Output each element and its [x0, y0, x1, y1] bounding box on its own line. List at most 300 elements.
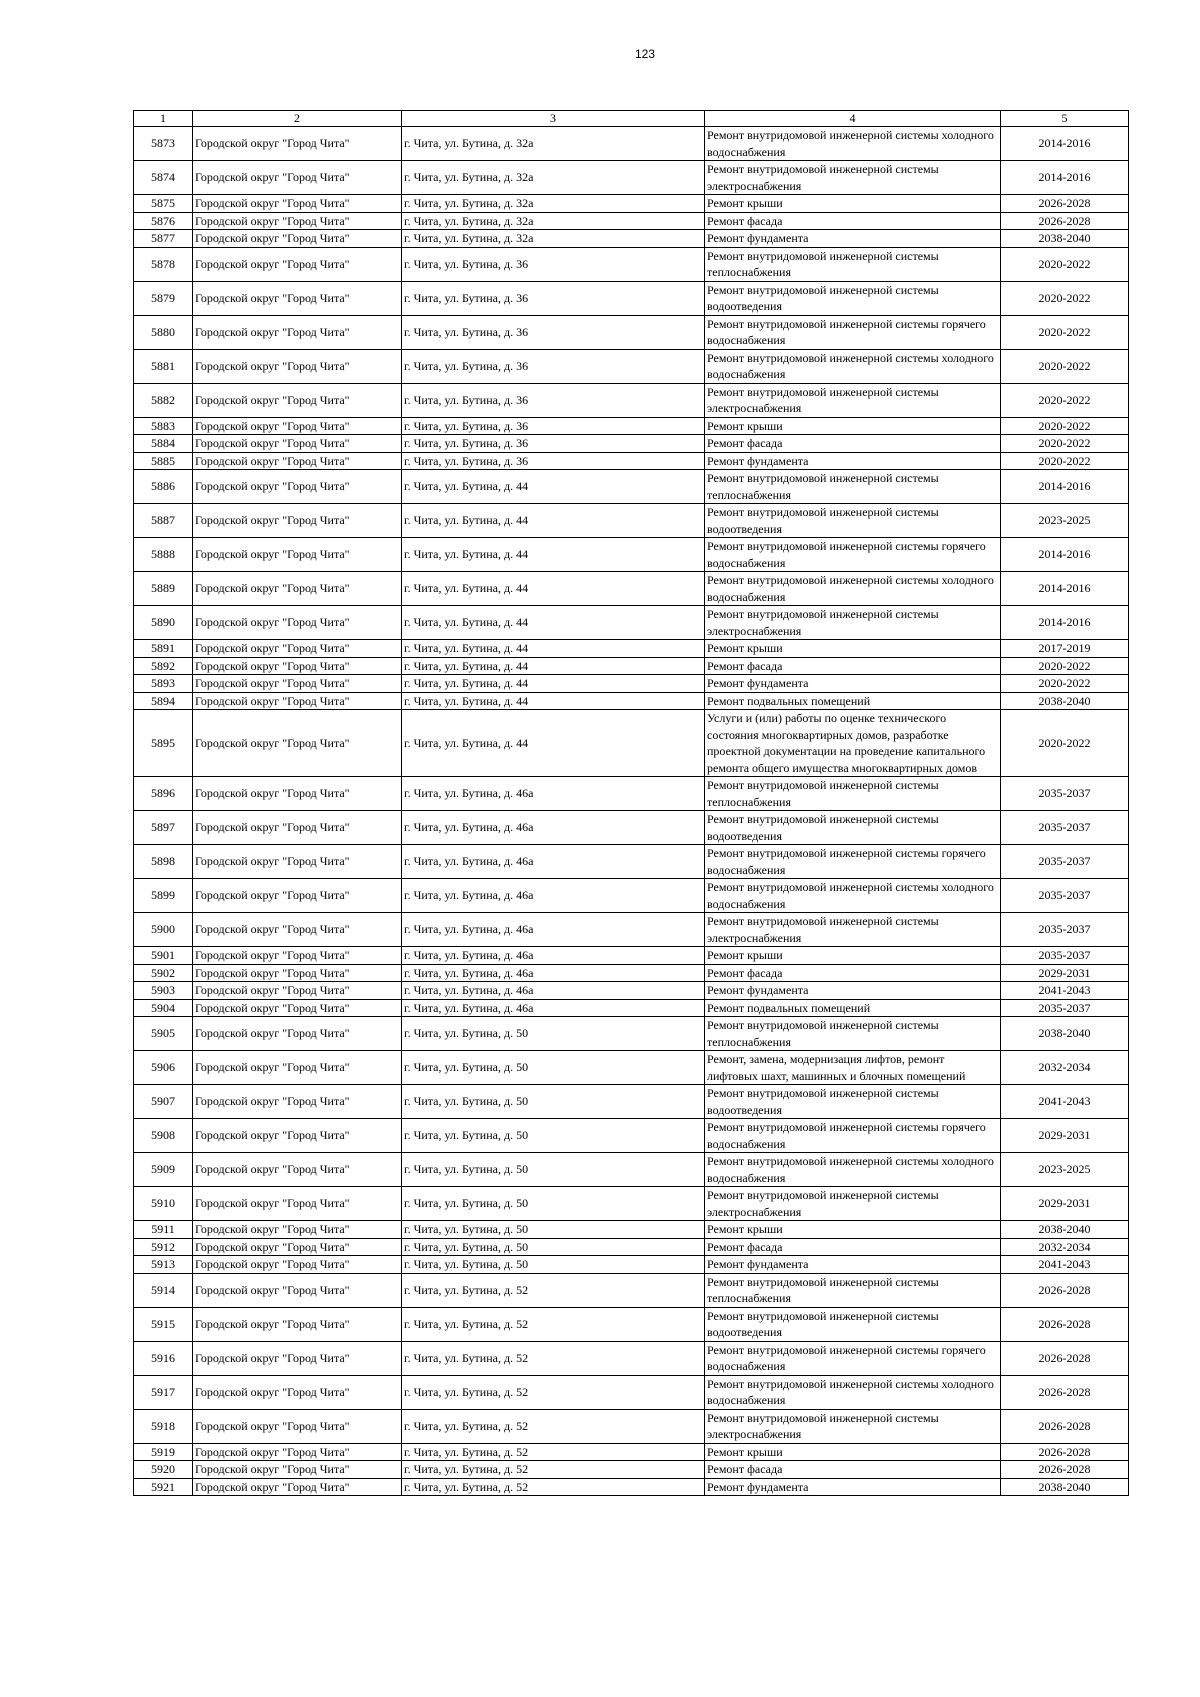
address-cell: г. Чита, ул. Бутина, д. 46а — [402, 913, 705, 947]
work-type-cell: Ремонт внутридомовой инженерной системы водоотведения — [705, 1307, 1001, 1341]
work-type-cell: Ремонт внутридомовой инженерной системы теплоснабжения — [705, 777, 1001, 811]
period-cell: 2020-2022 — [1001, 247, 1129, 281]
period-cell: 2020-2022 — [1001, 315, 1129, 349]
header-cell-5: 5 — [1001, 111, 1129, 127]
municipality-cell: Городской округ "Город Чита" — [193, 879, 402, 913]
work-type-cell: Ремонт крыши — [705, 947, 1001, 965]
address-cell: г. Чита, ул. Бутина, д. 52 — [402, 1461, 705, 1479]
work-type-cell: Ремонт внутридомовой инженерной системы электроснабжения — [705, 1409, 1001, 1443]
header-cell-3: 3 — [402, 111, 705, 127]
row-number-cell: 5880 — [134, 315, 193, 349]
row-number-cell: 5875 — [134, 195, 193, 213]
work-type-cell: Ремонт внутридомовой инженерной системы теплоснабжения — [705, 470, 1001, 504]
period-cell: 2038-2040 — [1001, 692, 1129, 710]
table-row — [134, 230, 1129, 248]
address-cell: г. Чита, ул. Бутина, д. 50 — [402, 1221, 705, 1239]
work-type-cell: Ремонт внутридомовой инженерной системы горячего водоснабжения — [705, 538, 1001, 572]
address-cell: г. Чита, ул. Бутина, д. 36 — [402, 315, 705, 349]
address-cell: г. Чита, ул. Бутина, д. 36 — [402, 452, 705, 470]
address-cell: г. Чита, ул. Бутина, д. 46а — [402, 879, 705, 913]
period-cell: 2038-2040 — [1001, 230, 1129, 248]
work-type-cell: Ремонт внутридомовой инженерной системы холодного водоснабжения — [705, 1153, 1001, 1187]
table-row — [134, 1256, 1129, 1274]
row-number-cell: 5895 — [134, 710, 193, 777]
table-row — [134, 1478, 1129, 1496]
row-number-cell: 5909 — [134, 1153, 193, 1187]
work-type-cell: Ремонт фундамента — [705, 1256, 1001, 1274]
work-type-cell: Ремонт, замена, модернизация лифтов, ремонт лифтовых шахт, машинных и блочных помещений — [705, 1051, 1001, 1085]
period-cell: 2020-2022 — [1001, 349, 1129, 383]
address-cell: г. Чита, ул. Бутина, д. 46а — [402, 999, 705, 1017]
table-row — [134, 195, 1129, 213]
header-cell-4: 4 — [705, 111, 1001, 127]
municipality-cell: Городской округ "Город Чита" — [193, 1221, 402, 1239]
municipality-cell: Городской округ "Город Чита" — [193, 230, 402, 248]
work-type-cell: Ремонт фундамента — [705, 675, 1001, 693]
table-row — [134, 1375, 1129, 1409]
work-type-cell: Ремонт внутридомовой инженерной системы теплоснабжения — [705, 1273, 1001, 1307]
municipality-cell: Городской округ "Город Чита" — [193, 710, 402, 777]
table-row — [134, 1238, 1129, 1256]
municipality-cell: Городской округ "Город Чита" — [193, 1051, 402, 1085]
table-row — [134, 879, 1129, 913]
municipality-cell: Городской округ "Город Чита" — [193, 1017, 402, 1051]
period-cell: 2029-2031 — [1001, 1187, 1129, 1221]
municipality-cell: Городской округ "Город Чита" — [193, 470, 402, 504]
table-row — [134, 675, 1129, 693]
work-type-cell: Ремонт внутридомовой инженерной системы теплоснабжения — [705, 247, 1001, 281]
period-cell: 2026-2028 — [1001, 212, 1129, 230]
row-number-cell: 5919 — [134, 1443, 193, 1461]
municipality-cell: Городской округ "Город Чита" — [193, 383, 402, 417]
table-row — [134, 572, 1129, 606]
table-row — [134, 947, 1129, 965]
period-cell: 2020-2022 — [1001, 281, 1129, 315]
work-type-cell: Ремонт внутридомовой инженерной системы теплоснабжения — [705, 1017, 1001, 1051]
table-row — [134, 212, 1129, 230]
municipality-cell: Городской округ "Город Чита" — [193, 1461, 402, 1479]
address-cell: г. Чита, ул. Бутина, д. 44 — [402, 692, 705, 710]
work-type-cell: Ремонт подвальных помещений — [705, 692, 1001, 710]
address-cell: г. Чита, ул. Бутина, д. 32а — [402, 127, 705, 161]
period-cell: 2014-2016 — [1001, 572, 1129, 606]
address-cell: г. Чита, ул. Бутина, д. 50 — [402, 1256, 705, 1274]
municipality-cell: Городской округ "Город Чита" — [193, 572, 402, 606]
municipality-cell: Городской округ "Город Чита" — [193, 913, 402, 947]
work-type-cell: Ремонт крыши — [705, 1221, 1001, 1239]
work-type-cell: Ремонт фасада — [705, 435, 1001, 453]
work-type-cell: Ремонт внутридомовой инженерной системы горячего водоснабжения — [705, 315, 1001, 349]
municipality-cell: Городской округ "Город Чита" — [193, 964, 402, 982]
row-number-cell: 5902 — [134, 964, 193, 982]
work-type-cell: Ремонт фундамента — [705, 982, 1001, 1000]
municipality-cell: Городской округ "Город Чита" — [193, 161, 402, 195]
row-number-cell: 5878 — [134, 247, 193, 281]
work-type-cell: Ремонт подвальных помещений — [705, 999, 1001, 1017]
address-cell: г. Чита, ул. Бутина, д. 36 — [402, 349, 705, 383]
municipality-cell: Городской округ "Город Чита" — [193, 657, 402, 675]
table-row — [134, 383, 1129, 417]
address-cell: г. Чита, ул. Бутина, д. 50 — [402, 1017, 705, 1051]
period-cell: 2014-2016 — [1001, 127, 1129, 161]
row-number-cell: 5908 — [134, 1119, 193, 1153]
row-number-cell: 5914 — [134, 1273, 193, 1307]
period-cell: 2023-2025 — [1001, 504, 1129, 538]
period-cell: 2041-2043 — [1001, 1256, 1129, 1274]
row-number-cell: 5889 — [134, 572, 193, 606]
row-number-cell: 5901 — [134, 947, 193, 965]
table-row — [134, 1443, 1129, 1461]
address-cell: г. Чита, ул. Бутина, д. 52 — [402, 1375, 705, 1409]
row-number-cell: 5897 — [134, 811, 193, 845]
row-number-cell: 5890 — [134, 606, 193, 640]
municipality-cell: Городской округ "Город Чита" — [193, 1256, 402, 1274]
municipality-cell: Городской округ "Город Чита" — [193, 1238, 402, 1256]
municipality-cell: Городской округ "Город Чита" — [193, 982, 402, 1000]
table-row — [134, 1119, 1129, 1153]
row-number-cell: 5913 — [134, 1256, 193, 1274]
municipality-cell: Городской округ "Город Чита" — [193, 675, 402, 693]
row-number-cell: 5920 — [134, 1461, 193, 1479]
address-cell: г. Чита, ул. Бутина, д. 50 — [402, 1153, 705, 1187]
address-cell: г. Чита, ул. Бутина, д. 36 — [402, 383, 705, 417]
address-cell: г. Чита, ул. Бутина, д. 50 — [402, 1119, 705, 1153]
address-cell: г. Чита, ул. Бутина, д. 44 — [402, 470, 705, 504]
table-row — [134, 999, 1129, 1017]
table-row — [134, 1051, 1129, 1085]
header-cell-2: 2 — [193, 111, 402, 127]
row-number-cell: 5910 — [134, 1187, 193, 1221]
work-type-cell: Ремонт внутридомовой инженерной системы водоотведения — [705, 1085, 1001, 1119]
table-row — [134, 913, 1129, 947]
row-number-cell: 5882 — [134, 383, 193, 417]
address-cell: г. Чита, ул. Бутина, д. 44 — [402, 572, 705, 606]
address-cell: г. Чита, ул. Бутина, д. 44 — [402, 657, 705, 675]
row-number-cell: 5887 — [134, 504, 193, 538]
period-cell: 2026-2028 — [1001, 1461, 1129, 1479]
address-cell: г. Чита, ул. Бутина, д. 46а — [402, 964, 705, 982]
municipality-cell: Городской округ "Город Чита" — [193, 1153, 402, 1187]
municipality-cell: Городской округ "Город Чита" — [193, 349, 402, 383]
period-cell: 2026-2028 — [1001, 1273, 1129, 1307]
municipality-cell: Городской округ "Город Чита" — [193, 640, 402, 658]
period-cell: 2035-2037 — [1001, 777, 1129, 811]
period-cell: 2014-2016 — [1001, 470, 1129, 504]
row-number-cell: 5921 — [134, 1478, 193, 1496]
row-number-cell: 5907 — [134, 1085, 193, 1119]
work-type-cell: Ремонт фасада — [705, 1461, 1001, 1479]
address-cell: г. Чита, ул. Бутина, д. 36 — [402, 435, 705, 453]
table-row — [134, 1221, 1129, 1239]
row-number-cell: 5891 — [134, 640, 193, 658]
address-cell: г. Чита, ул. Бутина, д. 32а — [402, 212, 705, 230]
table-row — [134, 247, 1129, 281]
table-row — [134, 1341, 1129, 1375]
table-row — [134, 845, 1129, 879]
address-cell: г. Чита, ул. Бутина, д. 50 — [402, 1051, 705, 1085]
period-cell: 2029-2031 — [1001, 964, 1129, 982]
municipality-cell: Городской округ "Город Чита" — [193, 811, 402, 845]
row-number-cell: 5881 — [134, 349, 193, 383]
row-number-cell: 5888 — [134, 538, 193, 572]
work-type-cell: Ремонт внутридомовой инженерной системы водоотведения — [705, 811, 1001, 845]
row-number-cell: 5898 — [134, 845, 193, 879]
municipality-cell: Городской округ "Город Чита" — [193, 1273, 402, 1307]
row-number-cell: 5886 — [134, 470, 193, 504]
table-header-row — [134, 111, 1129, 127]
municipality-cell: Городской округ "Город Чита" — [193, 606, 402, 640]
period-cell: 2035-2037 — [1001, 811, 1129, 845]
row-number-cell: 5899 — [134, 879, 193, 913]
work-type-cell: Ремонт внутридомовой инженерной системы электроснабжения — [705, 606, 1001, 640]
period-cell: 2041-2043 — [1001, 982, 1129, 1000]
work-type-cell: Ремонт внутридомовой инженерной системы электроснабжения — [705, 383, 1001, 417]
table-row — [134, 161, 1129, 195]
address-cell: г. Чита, ул. Бутина, д. 52 — [402, 1443, 705, 1461]
address-cell: г. Чита, ул. Бутина, д. 44 — [402, 710, 705, 777]
address-cell: г. Чита, ул. Бутина, д. 44 — [402, 504, 705, 538]
address-cell: г. Чита, ул. Бутина, д. 50 — [402, 1187, 705, 1221]
period-cell: 2035-2037 — [1001, 879, 1129, 913]
address-cell: г. Чита, ул. Бутина, д. 52 — [402, 1341, 705, 1375]
address-cell: г. Чита, ул. Бутина, д. 44 — [402, 606, 705, 640]
municipality-cell: Городской округ "Город Чита" — [193, 777, 402, 811]
row-number-cell: 5892 — [134, 657, 193, 675]
address-cell: г. Чита, ул. Бутина, д. 52 — [402, 1409, 705, 1443]
table-row — [134, 1153, 1129, 1187]
period-cell: 2035-2037 — [1001, 913, 1129, 947]
period-cell: 2035-2037 — [1001, 845, 1129, 879]
work-type-cell: Ремонт внутридомовой инженерной системы холодного водоснабжения — [705, 572, 1001, 606]
period-cell: 2026-2028 — [1001, 1307, 1129, 1341]
address-cell: г. Чита, ул. Бутина, д. 52 — [402, 1307, 705, 1341]
work-type-cell: Ремонт внутридомовой инженерной системы горячего водоснабжения — [705, 845, 1001, 879]
period-cell: 2014-2016 — [1001, 161, 1129, 195]
municipality-cell: Городской округ "Город Чита" — [193, 127, 402, 161]
row-number-cell: 5879 — [134, 281, 193, 315]
municipality-cell: Городской округ "Город Чита" — [193, 999, 402, 1017]
period-cell: 2032-2034 — [1001, 1051, 1129, 1085]
row-number-cell: 5915 — [134, 1307, 193, 1341]
period-cell: 2020-2022 — [1001, 675, 1129, 693]
capital-repair-table — [133, 110, 1129, 1496]
period-cell: 2032-2034 — [1001, 1238, 1129, 1256]
work-type-cell: Ремонт внутридомовой инженерной системы горячего водоснабжения — [705, 1119, 1001, 1153]
address-cell: г. Чита, ул. Бутина, д. 44 — [402, 538, 705, 572]
municipality-cell: Городской округ "Город Чита" — [193, 1119, 402, 1153]
table-row — [134, 349, 1129, 383]
work-type-cell: Ремонт фундамента — [705, 452, 1001, 470]
municipality-cell: Городской округ "Город Чита" — [193, 1478, 402, 1496]
municipality-cell: Городской округ "Город Чита" — [193, 452, 402, 470]
period-cell: 2038-2040 — [1001, 1017, 1129, 1051]
page-number: 123 — [634, 47, 656, 61]
table-row — [134, 1187, 1129, 1221]
work-type-cell: Услуги и (или) работы по оценке технического состояния многоквартирных домов, разработке проектной документации на проведение капитального ремонта общего имущества многоквартирных домов — [705, 710, 1001, 777]
row-number-cell: 5917 — [134, 1375, 193, 1409]
row-number-cell: 5885 — [134, 452, 193, 470]
municipality-cell: Городской округ "Город Чита" — [193, 504, 402, 538]
work-type-cell: Ремонт фасада — [705, 212, 1001, 230]
table-row — [134, 315, 1129, 349]
table-row — [134, 452, 1129, 470]
table-row — [134, 657, 1129, 675]
work-type-cell: Ремонт крыши — [705, 195, 1001, 213]
municipality-cell: Городской округ "Город Чита" — [193, 538, 402, 572]
address-cell: г. Чита, ул. Бутина, д. 52 — [402, 1478, 705, 1496]
table-row — [134, 964, 1129, 982]
row-number-cell: 5905 — [134, 1017, 193, 1051]
municipality-cell: Городской округ "Город Чита" — [193, 947, 402, 965]
table-row — [134, 417, 1129, 435]
period-cell: 2023-2025 — [1001, 1153, 1129, 1187]
table-row — [134, 538, 1129, 572]
period-cell: 2014-2016 — [1001, 538, 1129, 572]
row-number-cell: 5876 — [134, 212, 193, 230]
municipality-cell: Городской округ "Город Чита" — [193, 435, 402, 453]
table-row — [134, 777, 1129, 811]
table-row — [134, 692, 1129, 710]
header-cell-1: 1 — [134, 111, 193, 127]
row-number-cell: 5893 — [134, 675, 193, 693]
period-cell: 2014-2016 — [1001, 606, 1129, 640]
address-cell: г. Чита, ул. Бутина, д. 36 — [402, 281, 705, 315]
address-cell: г. Чита, ул. Бутина, д. 44 — [402, 640, 705, 658]
period-cell: 2017-2019 — [1001, 640, 1129, 658]
row-number-cell: 5874 — [134, 161, 193, 195]
period-cell: 2035-2037 — [1001, 999, 1129, 1017]
municipality-cell: Городской округ "Город Чита" — [193, 315, 402, 349]
work-type-cell: Ремонт внутридомовой инженерной системы холодного водоснабжения — [705, 1375, 1001, 1409]
row-number-cell: 5916 — [134, 1341, 193, 1375]
row-number-cell: 5903 — [134, 982, 193, 1000]
period-cell: 2026-2028 — [1001, 1443, 1129, 1461]
table-row — [134, 982, 1129, 1000]
address-cell: г. Чита, ул. Бутина, д. 46а — [402, 777, 705, 811]
work-type-cell: Ремонт внутридомовой инженерной системы холодного водоснабжения — [705, 127, 1001, 161]
period-cell: 2020-2022 — [1001, 452, 1129, 470]
work-type-cell: Ремонт внутридомовой инженерной системы электроснабжения — [705, 913, 1001, 947]
municipality-cell: Городской округ "Город Чита" — [193, 1341, 402, 1375]
table-row — [134, 1307, 1129, 1341]
work-type-cell: Ремонт фасада — [705, 657, 1001, 675]
table-row — [134, 1017, 1129, 1051]
municipality-cell: Городской округ "Город Чита" — [193, 212, 402, 230]
table-row — [134, 640, 1129, 658]
work-type-cell: Ремонт внутридомовой инженерной системы электроснабжения — [705, 1187, 1001, 1221]
row-number-cell: 5896 — [134, 777, 193, 811]
period-cell: 2020-2022 — [1001, 657, 1129, 675]
period-cell: 2020-2022 — [1001, 435, 1129, 453]
address-cell: г. Чита, ул. Бутина, д. 32а — [402, 195, 705, 213]
municipality-cell: Городской округ "Город Чита" — [193, 1085, 402, 1119]
period-cell: 2020-2022 — [1001, 710, 1129, 777]
municipality-cell: Городской округ "Город Чита" — [193, 692, 402, 710]
work-type-cell: Ремонт фундамента — [705, 230, 1001, 248]
table-body — [134, 111, 1129, 1496]
municipality-cell: Городской округ "Город Чита" — [193, 1443, 402, 1461]
municipality-cell: Городской округ "Город Чита" — [193, 845, 402, 879]
work-type-cell: Ремонт внутридомовой инженерной системы водоотведения — [705, 504, 1001, 538]
row-number-cell: 5918 — [134, 1409, 193, 1443]
municipality-cell: Городской округ "Город Чита" — [193, 195, 402, 213]
address-cell: г. Чита, ул. Бутина, д. 32а — [402, 161, 705, 195]
period-cell: 2026-2028 — [1001, 1409, 1129, 1443]
period-cell: 2041-2043 — [1001, 1085, 1129, 1119]
row-number-cell: 5911 — [134, 1221, 193, 1239]
work-type-cell: Ремонт фундамента — [705, 1478, 1001, 1496]
address-cell: г. Чита, ул. Бутина, д. 36 — [402, 247, 705, 281]
row-number-cell: 5906 — [134, 1051, 193, 1085]
period-cell: 2026-2028 — [1001, 195, 1129, 213]
period-cell: 2020-2022 — [1001, 383, 1129, 417]
table-row — [134, 1085, 1129, 1119]
table-row — [134, 281, 1129, 315]
period-cell: 2038-2040 — [1001, 1478, 1129, 1496]
period-cell: 2035-2037 — [1001, 947, 1129, 965]
row-number-cell: 5894 — [134, 692, 193, 710]
row-number-cell: 5877 — [134, 230, 193, 248]
table-row — [134, 1273, 1129, 1307]
address-cell: г. Чита, ул. Бутина, д. 46а — [402, 947, 705, 965]
address-cell: г. Чита, ул. Бутина, д. 50 — [402, 1238, 705, 1256]
work-type-cell: Ремонт внутридомовой инженерной системы водоотведения — [705, 281, 1001, 315]
table-row — [134, 606, 1129, 640]
work-type-cell: Ремонт фасада — [705, 964, 1001, 982]
address-cell: г. Чита, ул. Бутина, д. 44 — [402, 675, 705, 693]
municipality-cell: Городской округ "Город Чита" — [193, 247, 402, 281]
municipality-cell: Городской округ "Город Чита" — [193, 1187, 402, 1221]
address-cell: г. Чита, ул. Бутина, д. 46а — [402, 811, 705, 845]
table-row — [134, 435, 1129, 453]
period-cell: 2038-2040 — [1001, 1221, 1129, 1239]
work-type-cell: Ремонт внутридомовой инженерной системы горячего водоснабжения — [705, 1341, 1001, 1375]
table-row — [134, 504, 1129, 538]
row-number-cell: 5883 — [134, 417, 193, 435]
period-cell: 2029-2031 — [1001, 1119, 1129, 1153]
table-row — [134, 710, 1129, 777]
period-cell: 2026-2028 — [1001, 1375, 1129, 1409]
work-type-cell: Ремонт внутридомовой инженерной системы холодного водоснабжения — [705, 879, 1001, 913]
address-cell: г. Чита, ул. Бутина, д. 52 — [402, 1273, 705, 1307]
work-type-cell: Ремонт внутридомовой инженерной системы холодного водоснабжения — [705, 349, 1001, 383]
municipality-cell: Городской округ "Город Чита" — [193, 1409, 402, 1443]
address-cell: г. Чита, ул. Бутина, д. 36 — [402, 417, 705, 435]
work-type-cell: Ремонт крыши — [705, 417, 1001, 435]
table-row — [134, 1461, 1129, 1479]
municipality-cell: Городской округ "Город Чита" — [193, 1307, 402, 1341]
work-type-cell: Ремонт крыши — [705, 1443, 1001, 1461]
row-number-cell: 5900 — [134, 913, 193, 947]
municipality-cell: Городской округ "Город Чита" — [193, 1375, 402, 1409]
row-number-cell: 5873 — [134, 127, 193, 161]
municipality-cell: Городской округ "Город Чита" — [193, 417, 402, 435]
address-cell: г. Чита, ул. Бутина, д. 46а — [402, 982, 705, 1000]
work-type-cell: Ремонт фасада — [705, 1238, 1001, 1256]
table-row — [134, 127, 1129, 161]
work-type-cell: Ремонт крыши — [705, 640, 1001, 658]
row-number-cell: 5904 — [134, 999, 193, 1017]
period-cell: 2026-2028 — [1001, 1341, 1129, 1375]
address-cell: г. Чита, ул. Бутина, д. 46а — [402, 845, 705, 879]
table-row — [134, 811, 1129, 845]
municipality-cell: Городской округ "Город Чита" — [193, 281, 402, 315]
address-cell: г. Чита, ул. Бутина, д. 32а — [402, 230, 705, 248]
table-row — [134, 1409, 1129, 1443]
work-type-cell: Ремонт внутридомовой инженерной системы электроснабжения — [705, 161, 1001, 195]
row-number-cell: 5912 — [134, 1238, 193, 1256]
period-cell: 2020-2022 — [1001, 417, 1129, 435]
